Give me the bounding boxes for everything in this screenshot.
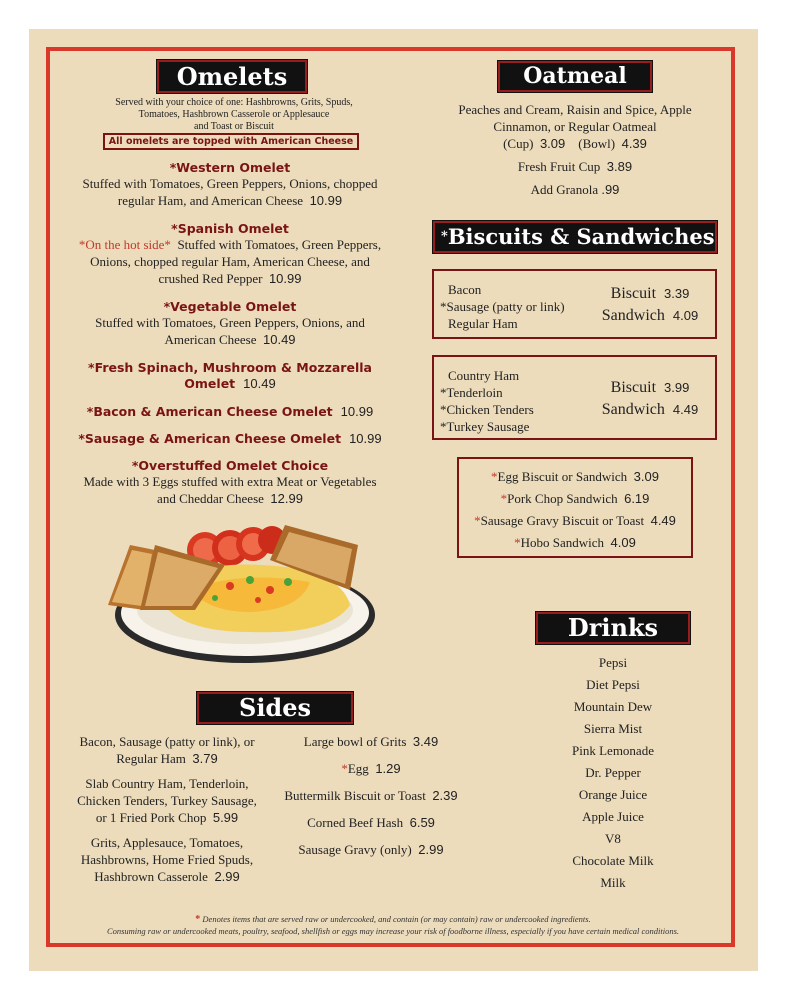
box-item: Regular Ham xyxy=(448,316,518,331)
omelet-price: 12.99 xyxy=(270,491,303,506)
omelet-desc: *On the hot side* Stuffed with Tomatoes, Green Peppers, xyxy=(78,237,382,252)
box-item: *Pork Chop Sandwich 6.19 xyxy=(500,491,650,506)
drink-item: Milk xyxy=(600,875,626,890)
omelets-header: Omelets xyxy=(157,60,307,93)
drink-item: Apple Juice xyxy=(582,809,644,824)
omelet-desc: Onions, chopped regular Ham, American Cheese, and xyxy=(90,254,370,269)
box-item: *Sausage (patty or link) xyxy=(440,299,565,314)
omelet-desc: Made with 3 Eggs stuffed with extra Meat or Vegetables xyxy=(83,474,377,489)
intro-line: Tomatoes, Hashbrown Casserole or Applesauce xyxy=(138,109,330,120)
box-item: *Sausage Gravy Biscuit or Toast 4.49 xyxy=(474,513,676,528)
omelet-price: 10.49 xyxy=(263,332,296,347)
drink-item: Sierra Mist xyxy=(583,721,643,736)
omelet-price: 10.99 xyxy=(268,271,302,286)
drink-item: Diet Pepsi xyxy=(586,677,640,692)
side-item: *Egg 1.29 xyxy=(341,761,401,776)
omelet-spinach xyxy=(52,360,408,393)
box-item: *Turkey Sausage xyxy=(440,419,530,434)
omelet-name: *Western Omelet xyxy=(169,160,291,175)
omelet-vegetable xyxy=(52,299,408,348)
omelet-desc: regular Ham, and American Cheese 10.99 xyxy=(117,193,343,208)
box-item: Country Ham xyxy=(448,368,520,383)
add-granola: Add Granola .99 xyxy=(530,182,620,197)
side-item: Sausage Gravy (only) 2.99 xyxy=(298,842,444,857)
drinks-list xyxy=(536,654,690,896)
omelet-name: *Spanish Omelet xyxy=(171,221,289,236)
biscuit-box-3 xyxy=(457,457,693,558)
box-item: Bacon xyxy=(448,282,482,297)
biscuit-box-prices: Biscuit 3.99 Sandwich 4.49 xyxy=(601,379,699,418)
omelet-desc: American Cheese 10.49 xyxy=(164,332,296,347)
fruit-cup: Fresh Fruit Cup 3.89 xyxy=(517,159,633,174)
omelet-desc: and Cheddar Cheese 12.99 xyxy=(157,491,303,506)
biscuit-box-items xyxy=(440,281,565,332)
omelet-spanish xyxy=(52,221,408,287)
side-item: Slab Country Ham, Tenderloin, Chicken Tenders, Turkey Sausage, or 1 Fried Pork Chop 5.99 xyxy=(77,776,257,825)
raw-food-disclaimer: * Denotes items that are served raw or undercooked, and contain (or may contain) raw or undercooked ingredients. xyxy=(195,914,591,925)
omelet-price: 10.99 xyxy=(340,404,374,419)
drink-item: Mountain Dew xyxy=(573,699,653,714)
drinks-header: Drinks xyxy=(536,612,690,644)
drink-item: V8 xyxy=(605,831,621,846)
drink-item: Pink Lemonade xyxy=(572,743,654,758)
omelet-desc: Stuffed with Tomatoes, Green Peppers, Onions, chopped xyxy=(82,176,378,191)
omelet-overstuffed xyxy=(52,458,408,507)
biscuit-box-items xyxy=(440,367,534,435)
biscuit-box-2 xyxy=(432,355,717,440)
biscuit-box-1 xyxy=(432,269,717,339)
side-item: Corned Beef Hash 6.59 xyxy=(307,815,435,830)
oatmeal-bowl-price: 4.39 xyxy=(621,136,647,151)
biscuits-header: *Biscuits & Sandwiches xyxy=(433,221,717,253)
omelet-name: *Overstuffed Omelet Choice xyxy=(131,458,329,473)
sides-left xyxy=(62,733,272,885)
omelet-price: 10.49 xyxy=(243,376,276,391)
omelet-price: 10.99 xyxy=(309,193,343,208)
box-item: *Hobo Sandwich 4.09 xyxy=(514,535,636,550)
sides-right xyxy=(276,733,466,868)
intro-line: and Toast or Biscuit xyxy=(194,121,274,132)
oatmeal-section xyxy=(428,101,722,198)
omelet-name-cont: Omelet 10.49 xyxy=(184,376,276,391)
side-item: Buttermilk Biscuit or Toast 2.39 xyxy=(284,788,458,803)
oatmeal-line: Cinnamon, or Regular Oatmeal xyxy=(493,119,657,134)
omelet-western xyxy=(52,160,408,209)
hot-side-note: *On the hot side* xyxy=(78,237,171,252)
omelet-name: *Fresh Spinach, Mushroom & Mozzarella xyxy=(88,360,372,375)
omelet-desc: Stuffed with Tomatoes, Green Peppers, Onions, and xyxy=(95,315,365,330)
box-item: *Chicken Tenders xyxy=(440,402,534,417)
drink-item: Dr. Pepper xyxy=(585,765,641,780)
box-item: *Egg Biscuit or Sandwich 3.09 xyxy=(491,469,659,484)
omelet-name: *Bacon & American Cheese Omelet xyxy=(86,404,333,419)
side-item: Grits, Applesauce, Tomatoes, Hashbrowns, Home Fried Spuds, Hashbrown Casserole 2.99 xyxy=(80,835,254,884)
biscuit-box-prices: Biscuit 3.39 Sandwich 4.09 xyxy=(601,285,699,324)
omelet-name: *Sausage & American Cheese Omelet xyxy=(78,431,342,446)
drink-item: Chocolate Milk xyxy=(572,853,654,868)
drink-item: Orange Juice xyxy=(578,787,648,802)
omelets-intro xyxy=(80,97,388,133)
intro-line: Served with your choice of one: Hashbrowns, Grits, Spuds, xyxy=(115,97,353,108)
drink-item: Pepsi xyxy=(598,655,628,670)
side-item: Large bowl of Grits 3.49 xyxy=(303,734,439,749)
oatmeal-cup-price: 3.09 xyxy=(539,136,566,151)
omelet-price: 10.99 xyxy=(349,431,382,446)
oatmeal-line: Peaches and Cream, Raisin and Spice, Apple xyxy=(458,102,692,117)
side-item: Bacon, Sausage (patty or link), or Regular Ham 3.79 xyxy=(79,734,255,766)
omelet-name: *Vegetable Omelet xyxy=(163,299,297,314)
oatmeal-header: Oatmeal xyxy=(498,61,652,92)
box-item: *Tenderloin xyxy=(440,385,503,400)
omelet-desc: crushed Red Pepper 10.99 xyxy=(158,271,302,286)
oatmeal-prices: (Cup) 3.09 (Bowl) 4.39 xyxy=(503,136,647,151)
health-warning: Consuming raw or undercooked meats, poultry, seafood, shellfish or eggs may increase your risk of foodborne illness, especially if you have certain medical conditions. xyxy=(106,926,680,936)
omelet-bacon xyxy=(52,403,408,421)
sides-header: Sides xyxy=(197,692,353,724)
omelet-plate-illustration xyxy=(100,520,380,670)
cheese-note: All omelets are topped with American Cheese xyxy=(103,133,359,150)
omelet-sausage xyxy=(52,430,408,448)
